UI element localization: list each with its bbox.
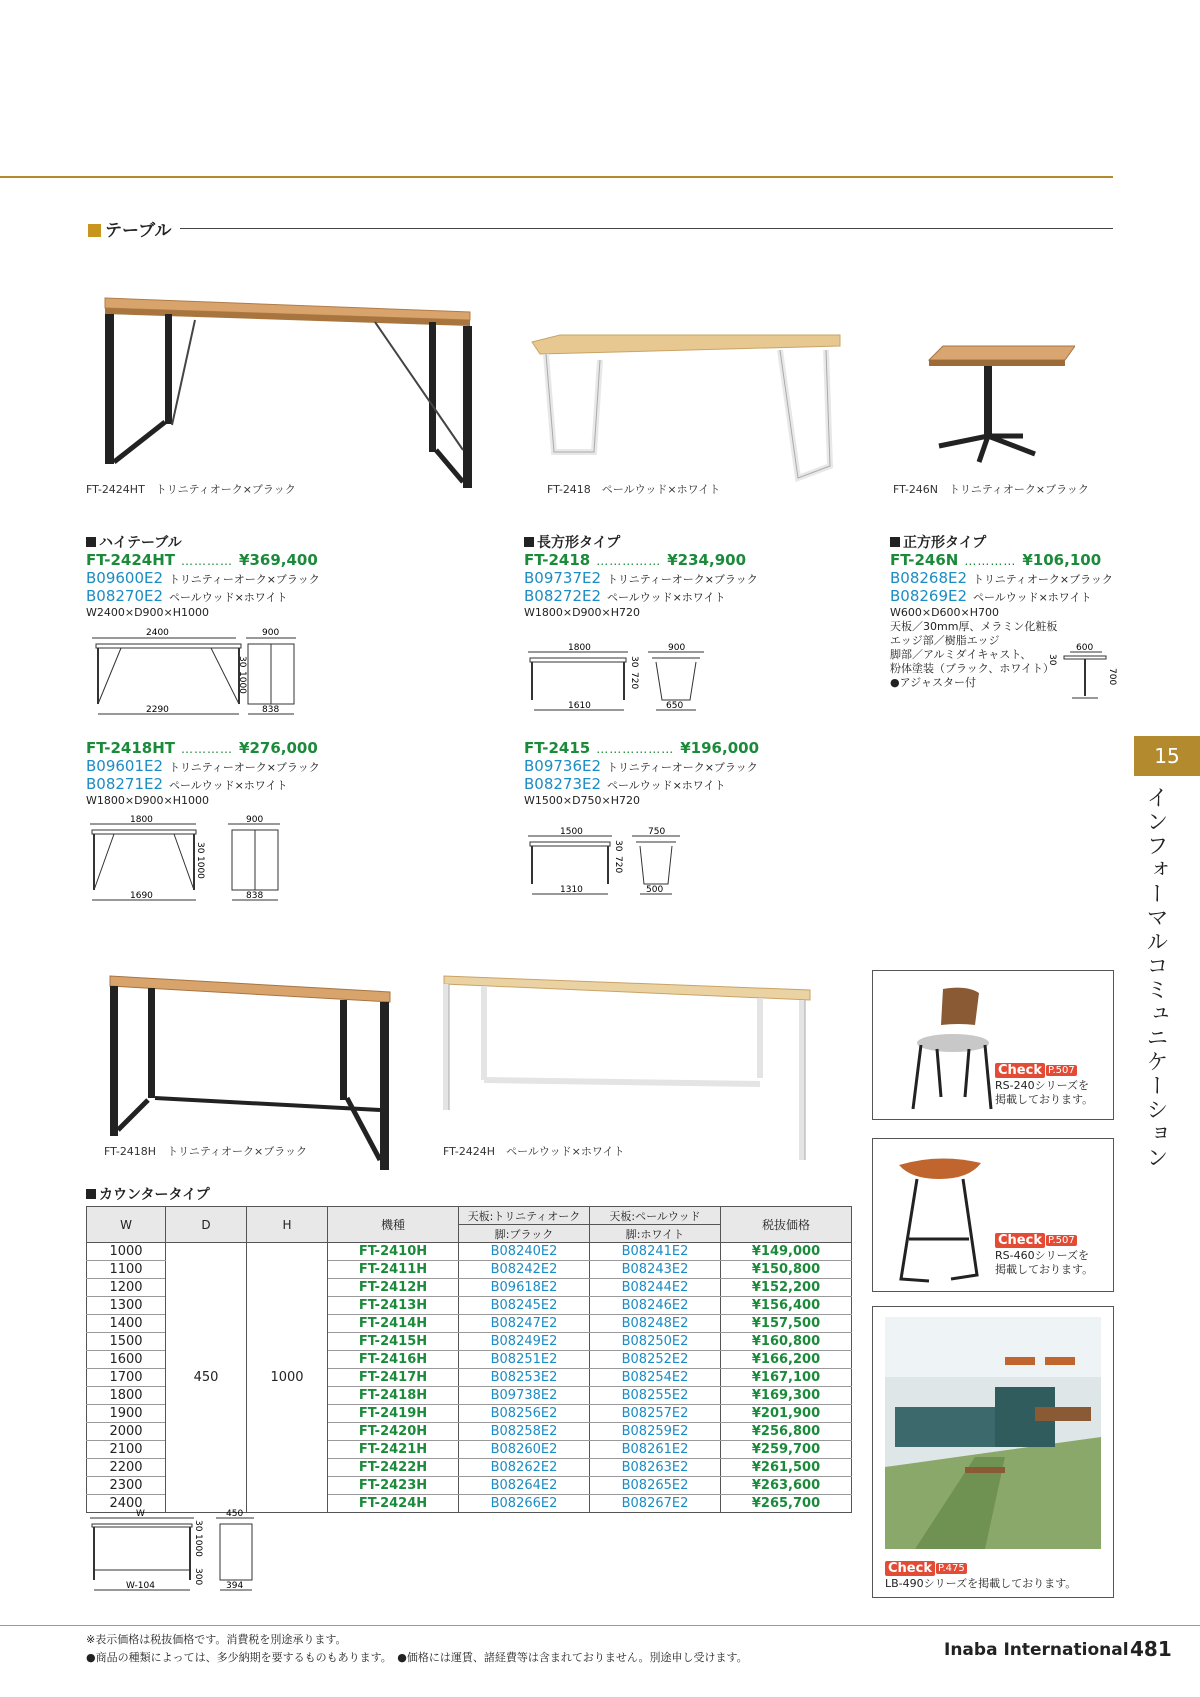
cell-price: ¥201,900 — [721, 1405, 852, 1423]
square-table-heading — [890, 532, 1130, 552]
cell-width: 1500 — [87, 1333, 166, 1351]
spec-text: 天板／30mm厚、メラミン化粧板 — [890, 620, 1058, 633]
header-top2: 天板:ペールウッド — [590, 1207, 721, 1225]
spec-text: ●アジャスター付 — [890, 676, 976, 689]
model-name: FT-2424HT — [86, 551, 176, 569]
cell-height: 1000 — [247, 1243, 328, 1513]
header-leg2: 脚:ホワイト — [590, 1225, 721, 1243]
caption-ft2424ht: FT-2424HT トリニティオーク×ブラック — [86, 483, 296, 496]
product-code: B08271E2 — [86, 775, 164, 793]
section-title-text: テーブル — [105, 221, 172, 241]
cell-code-trinity: B08242E2 — [459, 1261, 590, 1279]
footer-rule — [0, 1625, 1200, 1626]
leader-dots: ………… — [964, 554, 1017, 568]
lounge-lb490-photo — [885, 1317, 1101, 1549]
cell-model: FT-2418H — [328, 1387, 459, 1405]
cell-code-pale: B08263E2 — [590, 1459, 721, 1477]
size-text: W1800×D900×H1000 — [86, 794, 210, 807]
cell-price: ¥149,000 — [721, 1243, 852, 1261]
high-table-heading — [86, 532, 486, 552]
dim-depth: 900 — [246, 815, 264, 825]
color-desc: トリニティオーク×ブラック — [973, 573, 1113, 586]
cell-width: 1000 — [87, 1243, 166, 1261]
cell-price: ¥166,200 — [721, 1351, 852, 1369]
dim-depth: 750 — [648, 827, 666, 837]
cell-width: 1400 — [87, 1315, 166, 1333]
dim-height: 1000 — [237, 671, 247, 694]
cell-code-trinity: B08256E2 — [459, 1405, 590, 1423]
size-text: W2400×D900×H1000 — [86, 606, 210, 619]
check-box-lb490[interactable] — [872, 1306, 1114, 1598]
header-leg1: 脚:ブラック — [459, 1225, 590, 1243]
cell-model: FT-2412H — [328, 1279, 459, 1297]
model-name: FT-2415 — [524, 739, 591, 757]
cell-code-trinity: B09618E2 — [459, 1279, 590, 1297]
cell-price: ¥167,100 — [721, 1369, 852, 1387]
square-table-title: 正方形タイプ — [903, 535, 987, 551]
counter-heading — [86, 1184, 210, 1204]
check-label — [995, 1229, 1077, 1248]
dim-depth: 900 — [668, 643, 686, 653]
cell-price: ¥150,800 — [721, 1261, 852, 1279]
cell-price: ¥160,800 — [721, 1333, 852, 1351]
dim-bottom-depth: 394 — [226, 1581, 244, 1591]
price: ¥276,000 — [239, 739, 318, 757]
dim-width: 1800 — [568, 643, 591, 653]
cell-model: FT-2424H — [328, 1495, 459, 1513]
square-bullet-icon — [86, 537, 96, 547]
cell-code-pale: B08254E2 — [590, 1369, 721, 1387]
dim-foot: 300 — [193, 1568, 203, 1586]
cell-code-pale: B08248E2 — [590, 1315, 721, 1333]
dim-bottom: 2290 — [146, 705, 169, 715]
cell-code-pale: B08246E2 — [590, 1297, 721, 1315]
cell-code-pale: B08244E2 — [590, 1279, 721, 1297]
product-code: B09601E2 — [86, 757, 164, 775]
cell-code-trinity: B08253E2 — [459, 1369, 590, 1387]
section-title — [88, 216, 171, 241]
dim-bottom-depth: 838 — [262, 705, 280, 715]
cell-width: 2200 — [87, 1459, 166, 1477]
check-label — [885, 1557, 967, 1576]
dim-height: 1000 — [193, 1534, 203, 1557]
price: ¥234,900 — [667, 551, 747, 569]
check-note: 掲載しております。 — [995, 1263, 1094, 1276]
high-table-title: ハイテーブル — [99, 535, 182, 551]
cell-model: FT-2414H — [328, 1315, 459, 1333]
dim-top: 30 — [629, 656, 639, 668]
square-bullet-icon — [524, 537, 534, 547]
cell-code-trinity: B08264E2 — [459, 1477, 590, 1495]
spec-text: 粉体塗装（ブラック、ホワイト） — [890, 662, 1055, 675]
chapter-title: インフォーマルコミュニケーション — [1143, 786, 1168, 1170]
dim-bottom: W-104 — [126, 1581, 155, 1591]
cell-code-trinity: B08247E2 — [459, 1315, 590, 1333]
cell-price: ¥261,500 — [721, 1459, 852, 1477]
size-text: W1500×D750×H720 — [524, 794, 641, 807]
dim-top: 30 — [613, 840, 623, 852]
dim-bottom: 1610 — [568, 701, 591, 711]
product-code: B08268E2 — [890, 569, 968, 587]
photo-ft2418 — [530, 330, 850, 490]
stool-rs460-photo — [889, 1149, 989, 1289]
section-square-icon — [88, 224, 101, 237]
color-desc: ペールウッド×ホワイト — [607, 591, 726, 604]
cell-code-trinity: B08251E2 — [459, 1351, 590, 1369]
section-rule — [180, 228, 1113, 229]
cell-code-trinity: B08258E2 — [459, 1423, 590, 1441]
color-desc: トリニティーオーク×ブラック — [169, 761, 320, 774]
cell-width: 1200 — [87, 1279, 166, 1297]
drawing-ft2415-side — [632, 826, 692, 906]
header-w: W — [87, 1207, 166, 1243]
check-page: P.475 — [937, 1563, 965, 1574]
dim-width: 1800 — [130, 815, 153, 825]
cell-width: 1600 — [87, 1351, 166, 1369]
leader-dots: ……………… — [596, 742, 675, 756]
header-d: D — [166, 1207, 247, 1243]
cell-price: ¥169,300 — [721, 1387, 852, 1405]
check-note: RS-240シリーズを — [995, 1079, 1090, 1092]
cell-model: FT-2423H — [328, 1477, 459, 1495]
cell-model: FT-2417H — [328, 1369, 459, 1387]
product-code: B08270E2 — [86, 587, 164, 605]
check-note: 掲載しております。 — [995, 1093, 1094, 1106]
check-badge: Check — [885, 1561, 935, 1576]
product-code: B09736E2 — [524, 757, 602, 775]
dim-bottom: 1310 — [560, 885, 583, 895]
cell-price: ¥263,600 — [721, 1477, 852, 1495]
dim-bottom-depth: 838 — [246, 891, 264, 901]
chapter-tab: 15 — [1134, 736, 1200, 776]
cell-code-trinity: B08249E2 — [459, 1333, 590, 1351]
check-note: RS-460シリーズを — [995, 1249, 1090, 1262]
cell-code-pale: B08250E2 — [590, 1333, 721, 1351]
drawing-ft2424ht-side — [246, 626, 306, 726]
caption-ft246n: FT-246N トリニティオーク×ブラック — [893, 483, 1089, 496]
color-desc: ペールウッド×ホワイト — [169, 779, 288, 792]
check-label — [995, 1059, 1077, 1078]
product-code: B08272E2 — [524, 587, 602, 605]
rect-table-block — [524, 532, 864, 620]
dim-top: 30 — [193, 1520, 203, 1532]
check-box-rs240[interactable] — [872, 970, 1114, 1120]
cell-depth: 450 — [166, 1243, 247, 1513]
dim-depth: 450 — [226, 1509, 244, 1519]
cell-model: FT-2411H — [328, 1261, 459, 1279]
cell-code-pale: B08257E2 — [590, 1405, 721, 1423]
product-code: B09737E2 — [524, 569, 602, 587]
model-name: FT-2418HT — [86, 739, 176, 757]
color-desc: ペールウッド×ホワイト — [607, 779, 726, 792]
dim-height: 700 — [1107, 668, 1117, 686]
drawing-ft2418ht-side — [228, 814, 288, 914]
cell-price: ¥157,500 — [721, 1315, 852, 1333]
photo-ft2424ht — [85, 290, 485, 500]
check-page: P.507 — [1047, 1235, 1075, 1246]
spec-text: エッジ部／樹脂エッジ — [890, 634, 1000, 647]
cell-model: FT-2410H — [328, 1243, 459, 1261]
color-desc: トリニティーオーク×ブラック — [169, 573, 320, 586]
cell-code-trinity: B08262E2 — [459, 1459, 590, 1477]
cell-price: ¥156,400 — [721, 1297, 852, 1315]
caption-ft2424h: FT-2424H ペールウッド×ホワイト — [443, 1145, 625, 1158]
caption-ft2418: FT-2418 ペールウッド×ホワイト — [547, 483, 721, 496]
dim-top: 30 — [1047, 654, 1057, 666]
drawing-ft246n — [1046, 642, 1122, 704]
cell-code-pale: B08255E2 — [590, 1387, 721, 1405]
cell-model: FT-2421H — [328, 1441, 459, 1459]
cell-price: ¥152,200 — [721, 1279, 852, 1297]
photo-ft246n — [925, 340, 1075, 465]
cell-code-pale: B08261E2 — [590, 1441, 721, 1459]
cell-code-trinity: B08240E2 — [459, 1243, 590, 1261]
top-rule — [0, 176, 1113, 178]
table-row — [87, 1243, 852, 1261]
dim-top: 30 — [237, 656, 247, 668]
rect-table-heading — [524, 532, 864, 552]
leader-dots: ………… — [181, 742, 234, 756]
leader-dots: ………… — [181, 554, 234, 568]
color-desc: トリニティーオーク×ブラック — [607, 761, 758, 774]
drawing-counter-side — [216, 1508, 260, 1598]
drawing-ft2418-side — [648, 642, 712, 722]
cell-code-pale: B08243E2 — [590, 1261, 721, 1279]
model-name: FT-2418 — [524, 551, 591, 569]
page-number: 481 — [1130, 1637, 1172, 1661]
cell-code-trinity: B08245E2 — [459, 1297, 590, 1315]
price: ¥196,000 — [680, 739, 760, 757]
dim-width: 2400 — [146, 628, 169, 638]
drawing-ft2415 — [524, 826, 724, 906]
cell-code-pale: B08259E2 — [590, 1423, 721, 1441]
spec-text: 脚部／アルミダイキャスト、 — [890, 648, 1032, 661]
check-page: P.507 — [1047, 1065, 1075, 1076]
cell-model: FT-2419H — [328, 1405, 459, 1423]
dim-width: W — [136, 1509, 145, 1519]
cell-width: 2000 — [87, 1423, 166, 1441]
dim-top: 30 — [195, 842, 205, 854]
leader-dots: …………… — [596, 554, 662, 568]
header-model: 機種 — [328, 1207, 459, 1243]
cell-code-pale: B08265E2 — [590, 1477, 721, 1495]
product-code: B09600E2 — [86, 569, 164, 587]
cell-model: FT-2420H — [328, 1423, 459, 1441]
color-desc: トリニティーオーク×ブラック — [607, 573, 758, 586]
check-badge: Check — [995, 1233, 1045, 1248]
model-name: FT-246N — [890, 551, 959, 569]
size-text: W1800×D900×H720 — [524, 606, 641, 619]
cell-price: ¥265,700 — [721, 1495, 852, 1513]
check-note: LB-490シリーズを掲載しております。 — [885, 1577, 1077, 1590]
color-desc: ペールウッド×ホワイト — [169, 591, 288, 604]
cell-width: 1700 — [87, 1369, 166, 1387]
product-code: B08273E2 — [524, 775, 602, 793]
cell-width: 2300 — [87, 1477, 166, 1495]
check-badge: Check — [995, 1063, 1045, 1078]
cell-code-trinity: B08260E2 — [459, 1441, 590, 1459]
dim-bottom-depth: 500 — [646, 885, 664, 895]
photo-ft2424h — [440, 970, 815, 1170]
brand-name: Inaba International — [944, 1640, 1129, 1660]
ft2418ht-block — [86, 740, 486, 808]
cell-width: 1900 — [87, 1405, 166, 1423]
cell-code-pale: B08267E2 — [590, 1495, 721, 1513]
square-bullet-icon — [890, 537, 900, 547]
square-bullet-icon — [86, 1189, 96, 1199]
cell-model: FT-2422H — [328, 1459, 459, 1477]
chair-rs240-photo — [893, 985, 993, 1113]
counter-table — [86, 1206, 852, 1513]
dim-height: 720 — [629, 672, 639, 690]
dim-width: 600 — [1076, 643, 1094, 653]
dim-height: 1000 — [195, 856, 205, 879]
size-text: W600×D600×H700 — [890, 606, 1000, 619]
cell-code-pale: B08252E2 — [590, 1351, 721, 1369]
caption-ft2418h: FT-2418H トリニティオーク×ブラック — [104, 1145, 307, 1158]
footer-note-tax: ※表示価格は税抜価格です。消費税を別途承ります。 — [86, 1633, 347, 1646]
header-price: 税抜価格 — [721, 1207, 852, 1243]
price: ¥369,400 — [239, 551, 318, 569]
header-top1: 天板:トリニティオーク — [459, 1207, 590, 1225]
cell-model: FT-2413H — [328, 1297, 459, 1315]
cell-model: FT-2416H — [328, 1351, 459, 1369]
dim-bottom: 1690 — [130, 891, 153, 901]
dim-height: 720 — [613, 856, 623, 874]
cell-price: ¥256,800 — [721, 1423, 852, 1441]
ft2415-block — [524, 740, 864, 808]
dim-width: 1500 — [560, 827, 583, 837]
cell-width: 2100 — [87, 1441, 166, 1459]
cell-width: 1100 — [87, 1261, 166, 1279]
cell-width: 2400 — [87, 1495, 166, 1513]
dim-bottom-depth: 650 — [666, 701, 684, 711]
cell-code-trinity: B09738E2 — [459, 1387, 590, 1405]
cell-model: FT-2415H — [328, 1333, 459, 1351]
cell-price: ¥259,700 — [721, 1441, 852, 1459]
rect-table-title: 長方形タイプ — [537, 535, 621, 551]
cell-code-trinity: B08266E2 — [459, 1495, 590, 1513]
dim-depth: 900 — [262, 628, 280, 638]
cell-width: 1300 — [87, 1297, 166, 1315]
color-desc: ペールウッド×ホワイト — [973, 591, 1092, 604]
cell-code-pale: B08241E2 — [590, 1243, 721, 1261]
price: ¥106,100 — [1022, 551, 1102, 569]
cell-width: 1800 — [87, 1387, 166, 1405]
photo-ft2418h — [100, 970, 400, 1170]
product-code: B08269E2 — [890, 587, 968, 605]
footer-note-delivery: ●商品の種類によっては、多少納期を要するものもあります。 ●価格には運賃、諸経費等は含まれておりません。別途申し受けます。 — [86, 1651, 748, 1664]
high-table-block — [86, 532, 486, 620]
check-box-rs460[interactable] — [872, 1138, 1114, 1292]
counter-title: カウンタータイプ — [99, 1187, 210, 1203]
header-h: H — [247, 1207, 328, 1243]
